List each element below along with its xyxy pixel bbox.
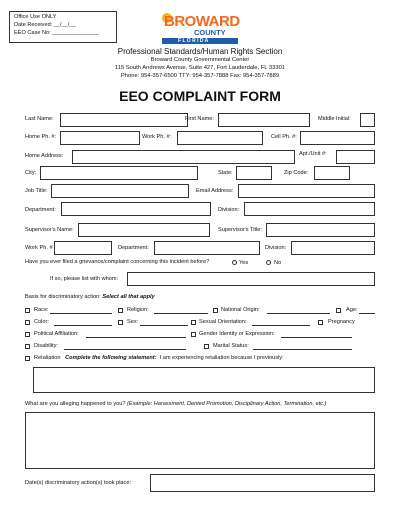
grievance-question: Have you ever filed a grievance/complaint concerning this incident before? — [25, 259, 210, 265]
color-checkbox[interactable] — [25, 320, 30, 325]
supervisor-division-input[interactable] — [291, 241, 375, 255]
alleging-row — [25, 401, 327, 408]
disability-label: Disability: — [34, 343, 58, 349]
last-name-input[interactable] — [60, 113, 188, 127]
race-label: Race: — [34, 307, 49, 313]
gender-identity-line[interactable] — [281, 337, 352, 338]
color-label: Color: — [34, 319, 49, 325]
email-input[interactable] — [238, 184, 375, 198]
complete-statement-label: Complete the following statement: — [65, 355, 157, 361]
grievance-yes-radio[interactable] — [232, 260, 237, 265]
supervisor-work-phone-input[interactable] — [54, 241, 112, 255]
center-phone: Phone: 954-357-6500 TTY: 954-357-7888 Fax: 954-357-7889 — [120, 73, 280, 79]
zip-code-label: Zip Code: — [284, 170, 309, 176]
department-input[interactable] — [61, 202, 211, 216]
form-title: EEO COMPLAINT FORM — [119, 88, 281, 104]
marital-status-checkbox[interactable] — [204, 344, 209, 349]
alleging-textarea[interactable] — [25, 412, 375, 469]
supervisor-department-input[interactable] — [154, 241, 260, 255]
retaliation-label: Retaliation — [34, 355, 61, 361]
first-name-label: First Name: — [185, 116, 214, 122]
logo-word-broward: BROWARD — [164, 13, 240, 30]
supervisor-name-label: Supervisor's Name: — [25, 227, 74, 233]
sexual-orientation-checkbox[interactable] — [191, 320, 196, 325]
date-received-label: Date Received: __/__/__ — [14, 22, 76, 28]
state-input[interactable] — [236, 166, 272, 180]
political-affiliation-label: Political Affiliation: — [34, 331, 79, 337]
division-input[interactable] — [244, 202, 375, 216]
state-label: State: — [218, 170, 233, 176]
dates-input[interactable] — [150, 474, 375, 492]
sexual-orientation-label: Sexual Orientation: — [199, 319, 247, 325]
department-label: Department: — [25, 207, 56, 213]
grievance-list-label: If so, please list with whom: — [50, 276, 119, 282]
supervisor-department-label: Department: — [118, 245, 149, 251]
religion-checkbox[interactable] — [118, 308, 123, 313]
disability-checkbox[interactable] — [25, 344, 30, 349]
religion-label: Religion: — [127, 307, 149, 313]
division-label: Division: — [218, 207, 240, 213]
home-address-input[interactable] — [72, 150, 295, 164]
supervisor-division-label: Division: — [265, 245, 287, 251]
logo-word-florida: F L O R I D A — [178, 38, 209, 44]
age-label: Age: — [346, 307, 358, 313]
apt-unit-label: Apt./Unit #: — [299, 151, 327, 157]
cell-phone-input[interactable] — [300, 131, 375, 145]
national-origin-checkbox[interactable] — [213, 308, 218, 313]
race-line[interactable] — [50, 313, 112, 314]
grievance-no-radio[interactable] — [266, 260, 271, 265]
political-affiliation-checkbox[interactable] — [25, 332, 30, 337]
first-name-input[interactable] — [218, 113, 310, 127]
gender-identity-checkbox[interactable] — [191, 332, 196, 337]
alleging-question: What are you alleging happened to you? — [25, 401, 126, 407]
center-address: 115 South Andrews Avenue, Suite 427, Fort Lauderdale, FL 33301 — [114, 65, 286, 71]
middle-initial-input[interactable] — [360, 113, 375, 127]
cell-phone-label: Cell Ph. #: — [271, 134, 297, 140]
retaliation-statement: I am experiencing retaliation because I previously: — [159, 355, 284, 361]
sex-label: Sex: — [127, 319, 139, 325]
grievance-yes-label: Yes — [239, 260, 249, 266]
pregnancy-label: Pregnancy — [328, 319, 355, 325]
logo-word-county: COUNTY — [194, 28, 226, 37]
supervisor-name-input[interactable] — [78, 223, 210, 237]
apt-unit-input[interactable] — [336, 150, 375, 164]
broward-county-logo — [160, 12, 240, 46]
political-affiliation-line[interactable] — [86, 337, 186, 338]
job-title-label: Job Title: — [25, 188, 48, 194]
work-phone-input[interactable] — [177, 131, 263, 145]
race-checkbox[interactable] — [25, 308, 30, 313]
retaliation-textarea[interactable] — [33, 367, 375, 393]
pregnancy-checkbox[interactable] — [318, 320, 323, 325]
section-title: Professional Standards/Human Rights Section — [117, 47, 283, 56]
gender-identity-label: Gender Identity or Expression: — [199, 331, 275, 337]
city-label: City: — [25, 170, 37, 176]
supervisor-title-input[interactable] — [266, 223, 375, 237]
home-address-label: Home Address: — [25, 153, 64, 159]
disability-line[interactable] — [64, 349, 186, 350]
national-origin-line[interactable] — [267, 313, 330, 314]
basis-intro — [25, 294, 155, 301]
home-phone-input[interactable] — [60, 131, 140, 145]
age-checkbox[interactable] — [336, 308, 341, 313]
color-line[interactable] — [54, 325, 112, 326]
job-title-input[interactable] — [51, 184, 189, 198]
sex-checkbox[interactable] — [118, 320, 123, 325]
center-name: Broward County Governmental Center — [150, 57, 250, 63]
national-origin-label: National Origin: — [221, 307, 260, 313]
basis-intro-bold: Select all that apply — [102, 294, 155, 300]
marital-status-label: Marital Status: — [213, 343, 249, 349]
city-input[interactable] — [40, 166, 198, 180]
middle-initial-label: Middle Initial: — [318, 116, 351, 122]
last-name-label: Last Name: — [25, 116, 54, 122]
retaliation-checkbox[interactable] — [25, 356, 30, 361]
email-label: Email Address: — [196, 188, 234, 194]
age-line[interactable] — [359, 313, 375, 314]
office-use-label: Office Use ONLY — [14, 14, 57, 20]
sex-line[interactable] — [140, 325, 188, 326]
dates-label: Date(s) discriminatory action(s) took place: — [25, 480, 132, 486]
religion-line[interactable] — [154, 313, 208, 314]
grievance-no-label: No — [274, 260, 282, 266]
grievance-list-input[interactable] — [127, 272, 375, 286]
basis-intro-text: Basis for discriminatory action: — [25, 294, 101, 300]
sexual-orientation-line[interactable] — [252, 325, 310, 326]
eeo-case-label: EEO Case No: _______________ — [14, 30, 99, 36]
supervisor-work-phone-label: Work Ph. # — [25, 245, 53, 251]
alleging-example: (Example: Harassment, Denied Promotion, Disciplinary Action, Termination, etc.) — [127, 401, 327, 407]
work-phone-label: Work Ph. #: — [142, 134, 172, 140]
zip-code-input[interactable] — [314, 166, 350, 180]
retaliation-row — [34, 355, 284, 362]
marital-status-line[interactable] — [253, 349, 352, 350]
supervisor-title-label: Supervisor's Title: — [218, 227, 262, 233]
home-phone-label: Home Ph. #: — [25, 134, 57, 140]
